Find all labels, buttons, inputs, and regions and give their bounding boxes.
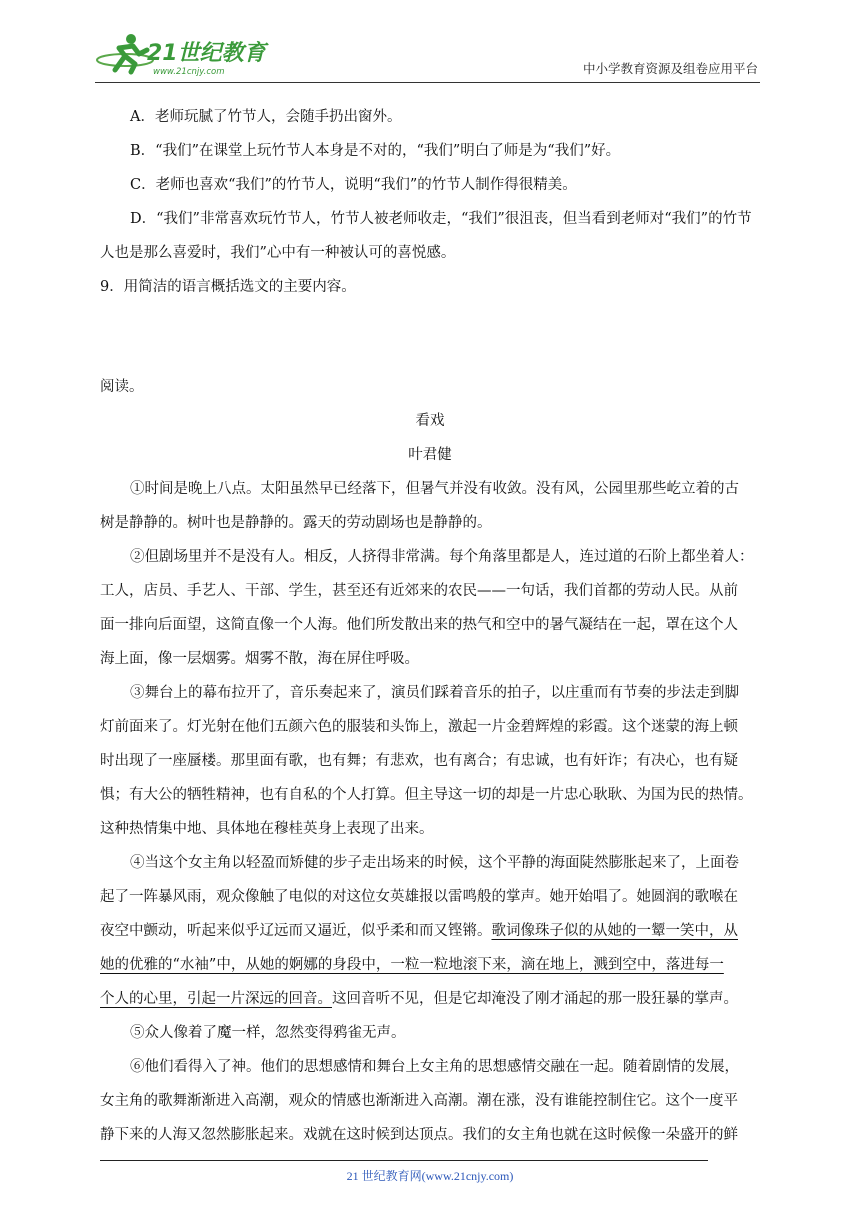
logo-main-text: 21世纪教育 (147, 41, 266, 66)
article-author: 叶君健 (408, 447, 452, 463)
para-6-line-3: 静下来的人海又忽然膨胀起来。戏就在这时候到达顶点。我们的女主角也就在这时候像一朵盛开的鲜 (100, 1127, 738, 1143)
para-3-line-3: 时出现了一座蜃楼。那里面有歌，也有舞；有悲欢，也有离合；有忠诚，也有奸诈；有决心，也有疑 (100, 753, 738, 769)
para-4-line-5 (100, 988, 738, 1010)
para-2-line-1: ②但剧场里并不是没有人。相反，人挤得非常满。每个角落里都是人，连过道的石阶上都坐着人： (130, 549, 754, 565)
question-9: 9．用简洁的语言概括选文的主要内容。 (100, 279, 356, 295)
para-4-line-5-text: 这回音听不见，但是它却淹没了刚才涌起的那一股狂暴的掌声。 (332, 991, 738, 1007)
para-2-line-4: 海上面，像一层烟雾。烟雾不散，海在屏住呼吸。 (100, 651, 419, 667)
option-b: B．“我们”在课堂上玩竹节人本身是不对的，“我们”明白了师是为“我们”好。 (130, 143, 621, 159)
underlined-sentence-start: 歌词像珠子似的从她的一颦一笑中，从 (491, 923, 738, 939)
footer-link[interactable]: 21 世纪教育网(www.21cnjy.com) (346, 1169, 514, 1183)
para-1-line-2: 树是静静的。树叶也是静静的。露天的劳动剧场也是静静的。 (100, 515, 492, 531)
option-a: A．老师玩腻了竹节人，会随手扔出窗外。 (130, 109, 402, 125)
logo-21cnjy (95, 30, 270, 78)
para-2-line-2: 工人，店员、手艺人、干部、学生，甚至还有近郊来的农民——一句话，我们首都的劳动人民。从前 (100, 583, 738, 599)
option-d-cont: 人也是那么喜爱时，我们”心中有一种被认可的喜悦感。 (100, 245, 456, 261)
footer-divider (100, 1160, 708, 1161)
para-6-line-1: ⑥他们看得入了神。他们的思想感情和舞台上女主角的思想感情交融在一起。随着剧情的发展， (130, 1059, 739, 1075)
para-2-line-3: 面一排向后面望，这简直像一个人海。他们所发散出来的热气和空中的暑气凝结在一起，罩在这个人 (100, 617, 738, 633)
reading-label: 阅读。 (100, 379, 144, 395)
platform-name: 中小学教育资源及组卷应用平台 (582, 61, 758, 76)
option-c: C．老师也喜欢“我们”的竹节人，说明“我们”的竹节人制作得很精美。 (130, 177, 577, 193)
page-header (95, 30, 760, 83)
para-4-line-3 (100, 920, 738, 942)
para-4-line-4-underlined: 她的优雅的“水袖”中，从她的婀娜的身段中，一粒一粒地滚下来，滴在地上，溅到空中，落进每一 (100, 957, 724, 973)
option-d: D．“我们”非常喜欢玩竹节人，竹节人被老师收走，“我们”很沮丧，但当看到老师对“我们”的竹节 (130, 211, 752, 227)
para-3-line-4: 惧；有大公的牺牲精神，也有自私的个人打算。但主导这一切的却是一片忠心耿耿、为国为民的热情。 (100, 787, 753, 803)
para-3-line-5: 这种热情集中地、具体地在穆桂英身上表现了出来。 (100, 821, 434, 837)
para-1-line-1: ①时间是晚上八点。太阳虽然早已经落下，但暑气并没有收敛。没有风，公园里那些屹立着的古 (130, 481, 739, 497)
article-title: 看戏 (415, 413, 445, 429)
para-4-line-2: 起了一阵暴风雨，观众像触了电似的对这位女英雄报以雷鸣般的掌声。她开始唱了。她圆润的歌喉在 (100, 889, 738, 905)
para-4-line-3-text: 夜空中颤动，听起来似乎辽远而又逼近，似乎柔和而又铿锵。 (100, 923, 492, 939)
para-6-line-2: 女主角的歌舞渐渐进入高潮，观众的情感也渐渐进入高潮。潮在涨，没有谁能控制住它。这个一度平 (100, 1093, 738, 1109)
para-5: ⑤众人像着了魔一样，忽然变得鸦雀无声。 (130, 1025, 406, 1041)
para-3-line-1: ③舞台上的幕布拉开了，音乐奏起来了，演员们踩着音乐的拍子，以庄重而有节奏的步法走到脚 (130, 685, 739, 701)
para-3-line-2: 灯前面来了。灯光射在他们五颜六色的服装和头饰上，激起一片金碧辉煌的彩霞。这个迷蒙的海上顿 (100, 719, 738, 735)
para-4-line-1: ④当这个女主角以轻盈而矫健的步子走出场来的时候，这个平静的海面陡然膨胀起来了，上面卷 (130, 855, 739, 871)
logo-url-text: www.21cnjy.com (153, 67, 225, 77)
underlined-sentence-end: 个人的心里，引起一片深远的回音。 (100, 991, 332, 1007)
